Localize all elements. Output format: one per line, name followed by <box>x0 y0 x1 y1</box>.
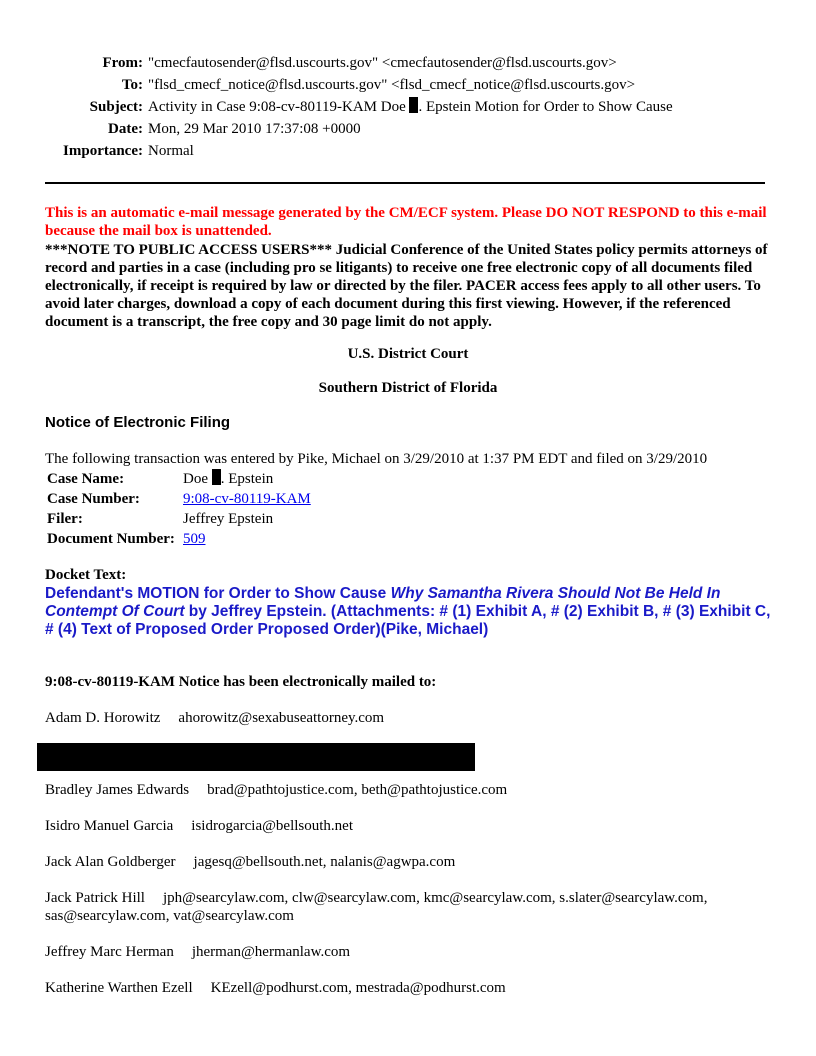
recipient-item <box>45 709 780 727</box>
header-divider <box>45 182 765 184</box>
from-value: "cmecfautosender@flsd.uscourts.gov" <cmecfautosender@flsd.uscourts.gov> <box>148 55 617 71</box>
to-value: "flsd_cmecf_notice@flsd.uscourts.gov" <flsd_cmecf_notice@flsd.uscourts.gov> <box>148 77 636 93</box>
recipient-item <box>45 979 780 997</box>
recipient-name: Katherine Warthen Ezell <box>45 980 193 996</box>
filer-label: Filer: <box>47 511 83 527</box>
recipient-name: Adam D. Horowitz <box>45 710 161 726</box>
docket-text-end: by Jeffrey Epstein. (Attachments: # (1) Exhibit A, # (2) Exhibit B, # (3) Exhibit C, # (4) Text of Proposed Order Proposed Order)(Pike, Michael) <box>45 603 771 638</box>
mailed-heading: 9:08-cv-80119-KAM Notice has been electronically mailed to: <box>45 674 437 690</box>
recipient-emails: jagesq@bellsouth.net, nalanis@agwpa.com <box>193 854 456 870</box>
docket-text-start: Defendant's MOTION for Order to Show Cause <box>45 585 391 602</box>
subject-text-start: Activity in Case 9:08-cv-80119-KAM Doe <box>148 99 410 115</box>
case-info-table <box>45 469 313 549</box>
recipient-item <box>45 817 780 835</box>
case-name-label: Case Name: <box>47 471 125 487</box>
public-access-note: ***NOTE TO PUBLIC ACCESS USERS*** Judicial Conference of the United States policy permits attorneys of record and parties in a case (including pro se litigants) to receive one free electronic copy of all documents filed electronically, if receipt is required by law or directed by the filer. PACER access fees apply to all other users. To avoid later charges, download a copy of each document during this first viewing. However, if the referenced document is a transcript, the free copy and 30 page limit do not apply. <box>45 242 768 330</box>
document-number-link[interactable]: 509 <box>183 531 206 547</box>
filer-row <box>45 509 313 529</box>
recipient-emails: jph@searcylaw.com, clw@searcylaw.com, kmc@searcylaw.com, s.slater@searcylaw.com, sas@searcylaw.com, vat@searcylaw.com <box>45 890 708 924</box>
recipient-name: Jack Alan Goldberger <box>45 854 176 870</box>
redaction-block <box>212 469 221 485</box>
case-name-row <box>45 469 313 489</box>
case-number-label: Case Number: <box>47 491 140 507</box>
recipient-item <box>45 781 780 799</box>
court-name: U.S. District Court <box>347 346 469 362</box>
filer-value: Jeffrey Epstein <box>183 511 274 527</box>
docket-text-italic: Why Samantha Rivera Should Not Be Held In Contempt Of Court <box>45 585 721 620</box>
subject-text-end: . Epstein Motion for Order to Show Cause <box>418 99 673 115</box>
date-value: Mon, 29 Mar 2010 17:37:08 +0000 <box>148 121 361 137</box>
recipient-emails: ahorowitz@sexabuseattorney.com <box>178 710 385 726</box>
recipient-item <box>45 943 780 961</box>
importance-value: Normal <box>148 143 194 159</box>
document-number-row <box>45 529 313 549</box>
recipient-emails: brad@pathtojustice.com, beth@pathtojustice.com <box>207 782 508 798</box>
recipient-emails: isidrogarcia@bellsouth.net <box>191 818 353 834</box>
transaction-text: The following transaction was entered by Pike, Michael on 3/29/2010 at 1:37 PM EDT and filed on 3/29/2010 <box>45 451 708 467</box>
recipient-name: Jack Patrick Hill <box>45 890 145 906</box>
district-name: Southern District of Florida <box>318 380 498 396</box>
case-number-row <box>45 489 313 509</box>
to-label: To: <box>121 77 143 93</box>
auto-message-warning: This is an automatic e-mail message generated by the CM/ECF system. Please DO NOT RESPOND to this e-mail because the mail box is unattended. <box>45 205 767 239</box>
recipient-name: Bradley James Edwards <box>45 782 190 798</box>
recipient-item <box>45 889 780 925</box>
docket-text <box>45 585 780 639</box>
nef-title: Notice of Electronic Filing <box>45 414 231 431</box>
case-name-start: Doe <box>183 471 212 487</box>
recipient-item <box>45 853 780 871</box>
case-name-end: . Epstein <box>220 471 274 487</box>
from-label: From: <box>102 55 143 71</box>
case-number-link[interactable]: 9:08-cv-80119-KAM <box>183 491 311 507</box>
docket-text-label: Docket Text: <box>45 567 127 583</box>
importance-label: Importance: <box>63 143 143 159</box>
recipient-emails: KEzell@podhurst.com, mestrada@podhurst.com <box>210 980 506 996</box>
date-label: Date: <box>108 121 143 137</box>
redaction-bar <box>37 743 475 771</box>
case-name-value <box>181 469 313 489</box>
document-number-label: Document Number: <box>47 531 175 547</box>
subject-label: Subject: <box>89 99 143 115</box>
recipient-name: Jeffrey Marc Herman <box>45 944 174 960</box>
recipient-emails: jherman@hermanlaw.com <box>191 944 351 960</box>
recipient-name: Isidro Manuel Garcia <box>45 818 174 834</box>
subject-value <box>148 96 673 118</box>
